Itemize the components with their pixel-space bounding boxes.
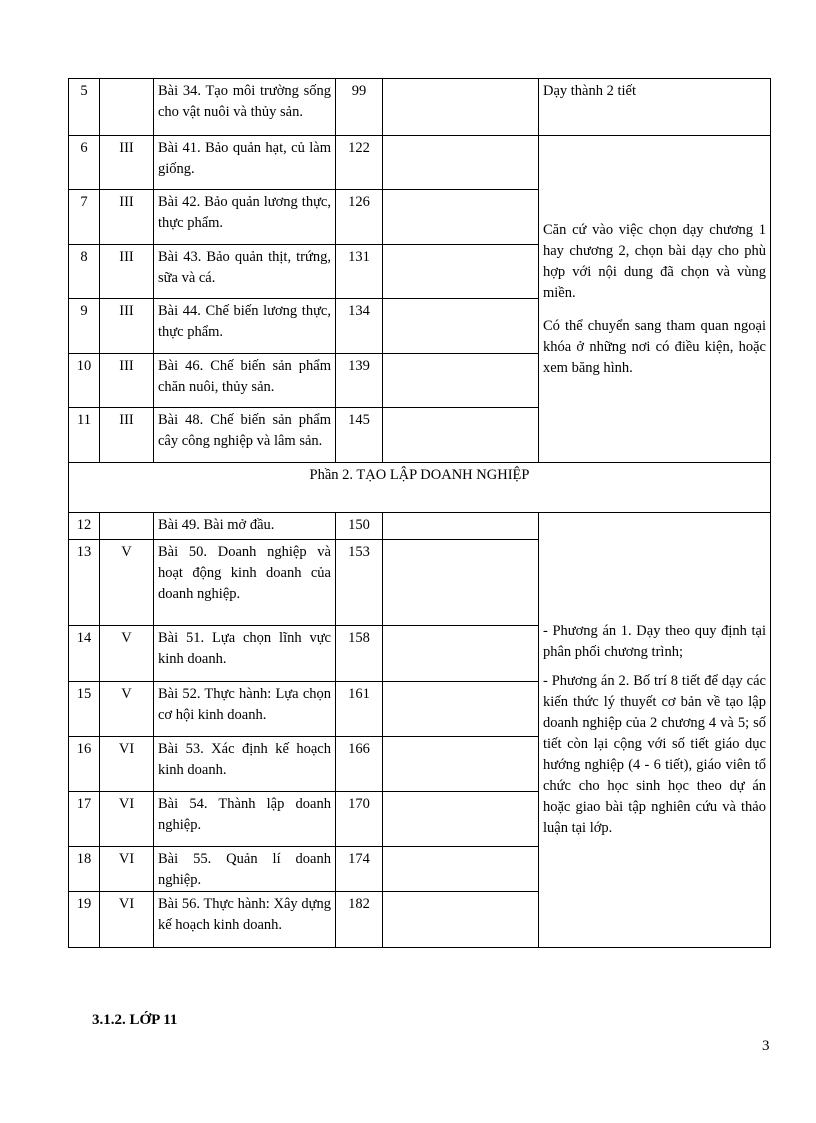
chapter-cell <box>100 513 154 540</box>
empty-cell <box>383 136 539 190</box>
page-number: 3 <box>762 1038 770 1054</box>
page-cell: 122 <box>336 136 383 190</box>
row-number: 15 <box>69 682 100 737</box>
row-number: 5 <box>69 79 100 136</box>
note-paragraph: - Phương án 2. Bố trí 8 tiết để dạy các kiến thức lý thuyết cơ bản về tạo lập doanh nghiệp của 2 chương 4 và 5; số tiết còn lại cộng với số tiết giáo dục hướng nghiệp (4 - 6 tiết), giáo viên tổ chức cho học sinh học theo dự án hoặc giao bài tập nghiên cứu và thảo luận tại lớp. <box>543 673 766 836</box>
empty-cell <box>383 245 539 299</box>
chapter-cell: V <box>100 682 154 737</box>
note-cell <box>539 513 771 948</box>
lesson-plan-table <box>68 78 771 948</box>
lesson-cell: Bài 48. Chế biến sản phẩm cây công nghiệp và lâm sản. <box>154 408 336 463</box>
chapter-cell: VI <box>100 892 154 948</box>
chapter-cell: VI <box>100 847 154 892</box>
note-cell <box>539 136 771 463</box>
table-row <box>69 79 771 136</box>
row-number: 10 <box>69 354 100 408</box>
page-cell: 153 <box>336 540 383 626</box>
page-cell: 139 <box>336 354 383 408</box>
lesson-cell: Bài 41. Bảo quản hạt, củ làm giống. <box>154 136 336 190</box>
page-cell: 166 <box>336 737 383 792</box>
chapter-cell: VI <box>100 737 154 792</box>
page-cell: 145 <box>336 408 383 463</box>
lesson-cell: Bài 56. Thực hành: Xây dựng kế hoạch kinh doanh. <box>154 892 336 948</box>
empty-cell <box>383 626 539 682</box>
chapter-cell: III <box>100 245 154 299</box>
chapter-cell: III <box>100 136 154 190</box>
page-cell: 170 <box>336 792 383 847</box>
row-number: 13 <box>69 540 100 626</box>
chapter-cell: VI <box>100 792 154 847</box>
empty-cell <box>383 190 539 245</box>
row-number: 8 <box>69 245 100 299</box>
row-number: 12 <box>69 513 100 540</box>
lesson-cell: Bài 42. Bảo quản lương thực, thực phẩm. <box>154 190 336 245</box>
section-header-row <box>69 463 771 513</box>
row-number: 16 <box>69 737 100 792</box>
chapter-cell: III <box>100 354 154 408</box>
lesson-cell: Bài 49. Bài mở đầu. <box>154 513 336 540</box>
row-number: 7 <box>69 190 100 245</box>
chapter-cell: III <box>100 299 154 354</box>
row-number: 11 <box>69 408 100 463</box>
row-number: 6 <box>69 136 100 190</box>
chapter-cell: V <box>100 626 154 682</box>
lesson-cell: Bài 51. Lựa chọn lĩnh vực kinh doanh. <box>154 626 336 682</box>
note-paragraph: - Phương án 1. Dạy theo quy định tại phân phối chương trình; <box>543 623 766 660</box>
lesson-cell: Bài 34. Tạo môi trường sống cho vật nuôi và thủy sản. <box>154 79 336 136</box>
page-cell: 131 <box>336 245 383 299</box>
empty-cell <box>383 540 539 626</box>
empty-cell <box>383 513 539 540</box>
row-number: 14 <box>69 626 100 682</box>
page-cell: 99 <box>336 79 383 136</box>
note-cell: Dạy thành 2 tiết <box>539 79 771 136</box>
empty-cell <box>383 737 539 792</box>
chapter-cell: III <box>100 190 154 245</box>
page-cell: 150 <box>336 513 383 540</box>
note-paragraph: Có thể chuyển sang tham quan ngoại khóa ở những nơi có điều kiện, hoặc xem băng hình. <box>543 317 766 376</box>
row-number: 19 <box>69 892 100 948</box>
lesson-cell: Bài 54. Thành lập doanh nghiệp. <box>154 792 336 847</box>
empty-cell <box>383 299 539 354</box>
section-title: Phần 2. TẠO LẬP DOANH NGHIỆP <box>69 463 771 513</box>
lesson-cell: Bài 44. Chế biến lương thực, thực phẩm. <box>154 299 336 354</box>
empty-cell <box>383 682 539 737</box>
page-cell: 182 <box>336 892 383 948</box>
chapter-cell: III <box>100 408 154 463</box>
table-row <box>69 513 771 540</box>
page-cell: 174 <box>336 847 383 892</box>
empty-cell <box>383 847 539 892</box>
page-cell: 126 <box>336 190 383 245</box>
table-row <box>69 136 771 190</box>
empty-cell <box>383 892 539 948</box>
lesson-cell: Bài 53. Xác định kế hoạch kinh doanh. <box>154 737 336 792</box>
empty-cell <box>383 354 539 408</box>
note-paragraph: Căn cứ vào việc chọn dạy chương 1 hay chương 2, chọn bài dạy cho phù hợp với nội dung đã chọn và vùng miền. <box>543 221 766 301</box>
lesson-cell: Bài 55. Quản lí doanh nghiệp. <box>154 847 336 892</box>
lesson-cell: Bài 52. Thực hành: Lựa chọn cơ hội kinh doanh. <box>154 682 336 737</box>
lesson-cell: Bài 43. Bảo quản thịt, trứng, sữa và cá. <box>154 245 336 299</box>
empty-cell <box>383 408 539 463</box>
chapter-cell: V <box>100 540 154 626</box>
empty-cell <box>383 79 539 136</box>
chapter-cell <box>100 79 154 136</box>
lesson-cell: Bài 50. Doanh nghiệp và hoạt động kinh doanh của doanh nghiệp. <box>154 540 336 626</box>
row-number: 17 <box>69 792 100 847</box>
empty-cell <box>383 792 539 847</box>
row-number: 9 <box>69 299 100 354</box>
row-number: 18 <box>69 847 100 892</box>
lesson-cell: Bài 46. Chế biến sản phẩm chăn nuôi, thủy sản. <box>154 354 336 408</box>
page-cell: 161 <box>336 682 383 737</box>
section-heading: 3.1.2. LỚP 11 <box>92 1012 178 1028</box>
page-cell: 134 <box>336 299 383 354</box>
page-cell: 158 <box>336 626 383 682</box>
